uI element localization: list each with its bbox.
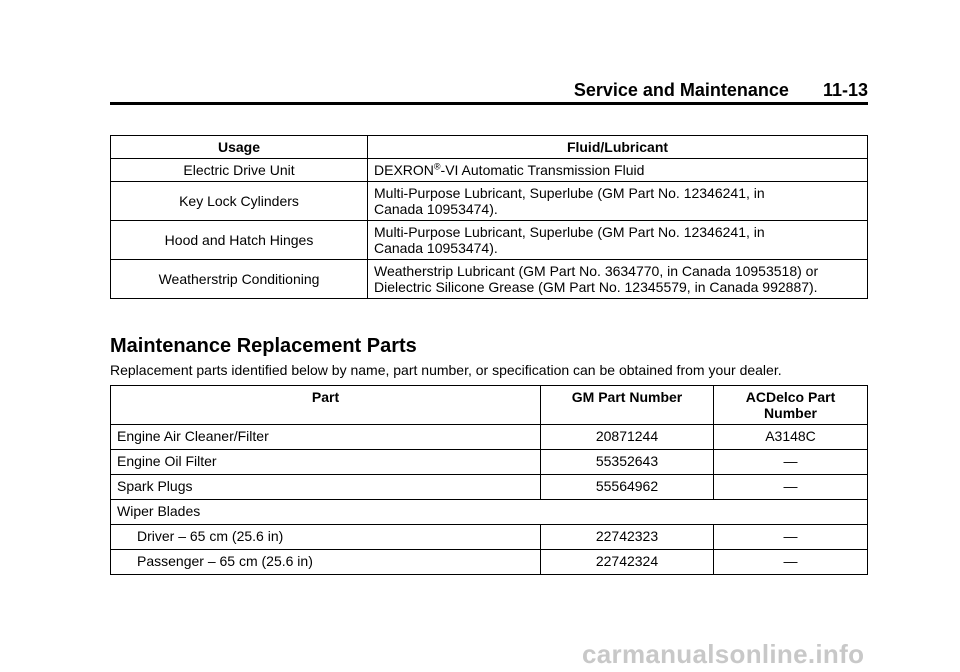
table-header-row xyxy=(111,386,868,425)
table-row xyxy=(111,260,868,299)
parts-table xyxy=(110,385,868,575)
section-title: Maintenance Replacement Parts xyxy=(110,335,417,357)
table-row xyxy=(111,500,868,525)
part-cell: Engine Oil Filter xyxy=(111,450,541,475)
gm-part-number-cell: 55352643 xyxy=(541,450,714,475)
section-name: Service and Maintenance xyxy=(573,80,789,100)
part-cell: Engine Air Cleaner/Filter xyxy=(111,425,541,450)
fluid-cell: Multi-Purpose Lubricant, Superlube (GM Part No. 12346241, in Canada 10953474). xyxy=(368,182,868,221)
gm-part-number-cell: 22742323 xyxy=(541,525,714,550)
usage-cell: Hood and Hatch Hinges xyxy=(111,221,368,260)
fluid-cell: DEXRON®-VI Automatic Transmission Fluid xyxy=(368,159,868,182)
header-rule xyxy=(110,102,868,105)
table-row xyxy=(111,550,868,575)
part-cell: Driver – 65 cm (25.6 in) xyxy=(111,525,541,550)
column-header-fluid: Fluid/Lubricant xyxy=(368,136,868,159)
table-row xyxy=(111,159,868,182)
table-row xyxy=(111,525,868,550)
column-header-usage: Usage xyxy=(111,136,368,159)
section-intro: Replacement parts identified below by name, part number, or specification can be obtained from your dealer. xyxy=(110,362,782,378)
column-header-part: Part xyxy=(111,386,541,425)
acdelco-part-number-cell: A3148C xyxy=(714,425,868,450)
table-row xyxy=(111,450,868,475)
table-row xyxy=(111,475,868,500)
part-cell: Spark Plugs xyxy=(111,475,541,500)
table-row xyxy=(111,425,868,450)
acdelco-part-number-cell: — xyxy=(714,450,868,475)
watermark: carmanualsonline.info xyxy=(582,639,865,669)
usage-cell: Key Lock Cylinders xyxy=(111,182,368,221)
gm-part-number-cell: 22742324 xyxy=(541,550,714,575)
column-header-gm-part-number: GM Part Number xyxy=(541,386,714,425)
acdelco-part-number-cell: — xyxy=(714,550,868,575)
part-group-cell: Wiper Blades xyxy=(111,500,868,525)
fluid-cell: Weatherstrip Lubricant (GM Part No. 3634770, in Canada 10953518) or Dielectric Silicone Grease (GM Part No. 12345579, in Canada 992887). xyxy=(368,260,868,299)
fluids-table xyxy=(110,135,868,299)
registered-mark: ® xyxy=(433,161,441,172)
part-cell: Passenger – 65 cm (25.6 in) xyxy=(111,550,541,575)
table-row xyxy=(111,221,868,260)
table-header-row xyxy=(111,136,868,159)
acdelco-part-number-cell: — xyxy=(714,475,868,500)
table-row xyxy=(111,182,868,221)
column-header-acdelco-part-number: ACDelco Part Number xyxy=(714,386,868,425)
acdelco-part-number-cell: — xyxy=(714,525,868,550)
gm-part-number-cell: 20871244 xyxy=(541,425,714,450)
usage-cell: Weatherstrip Conditioning xyxy=(111,260,368,299)
page-header xyxy=(110,80,868,101)
fluid-cell: Multi-Purpose Lubricant, Superlube (GM Part No. 12346241, in Canada 10953474). xyxy=(368,221,868,260)
gm-part-number-cell: 55564962 xyxy=(541,475,714,500)
usage-cell: Electric Drive Unit xyxy=(111,159,368,182)
page-number: 11-13 xyxy=(822,80,868,100)
